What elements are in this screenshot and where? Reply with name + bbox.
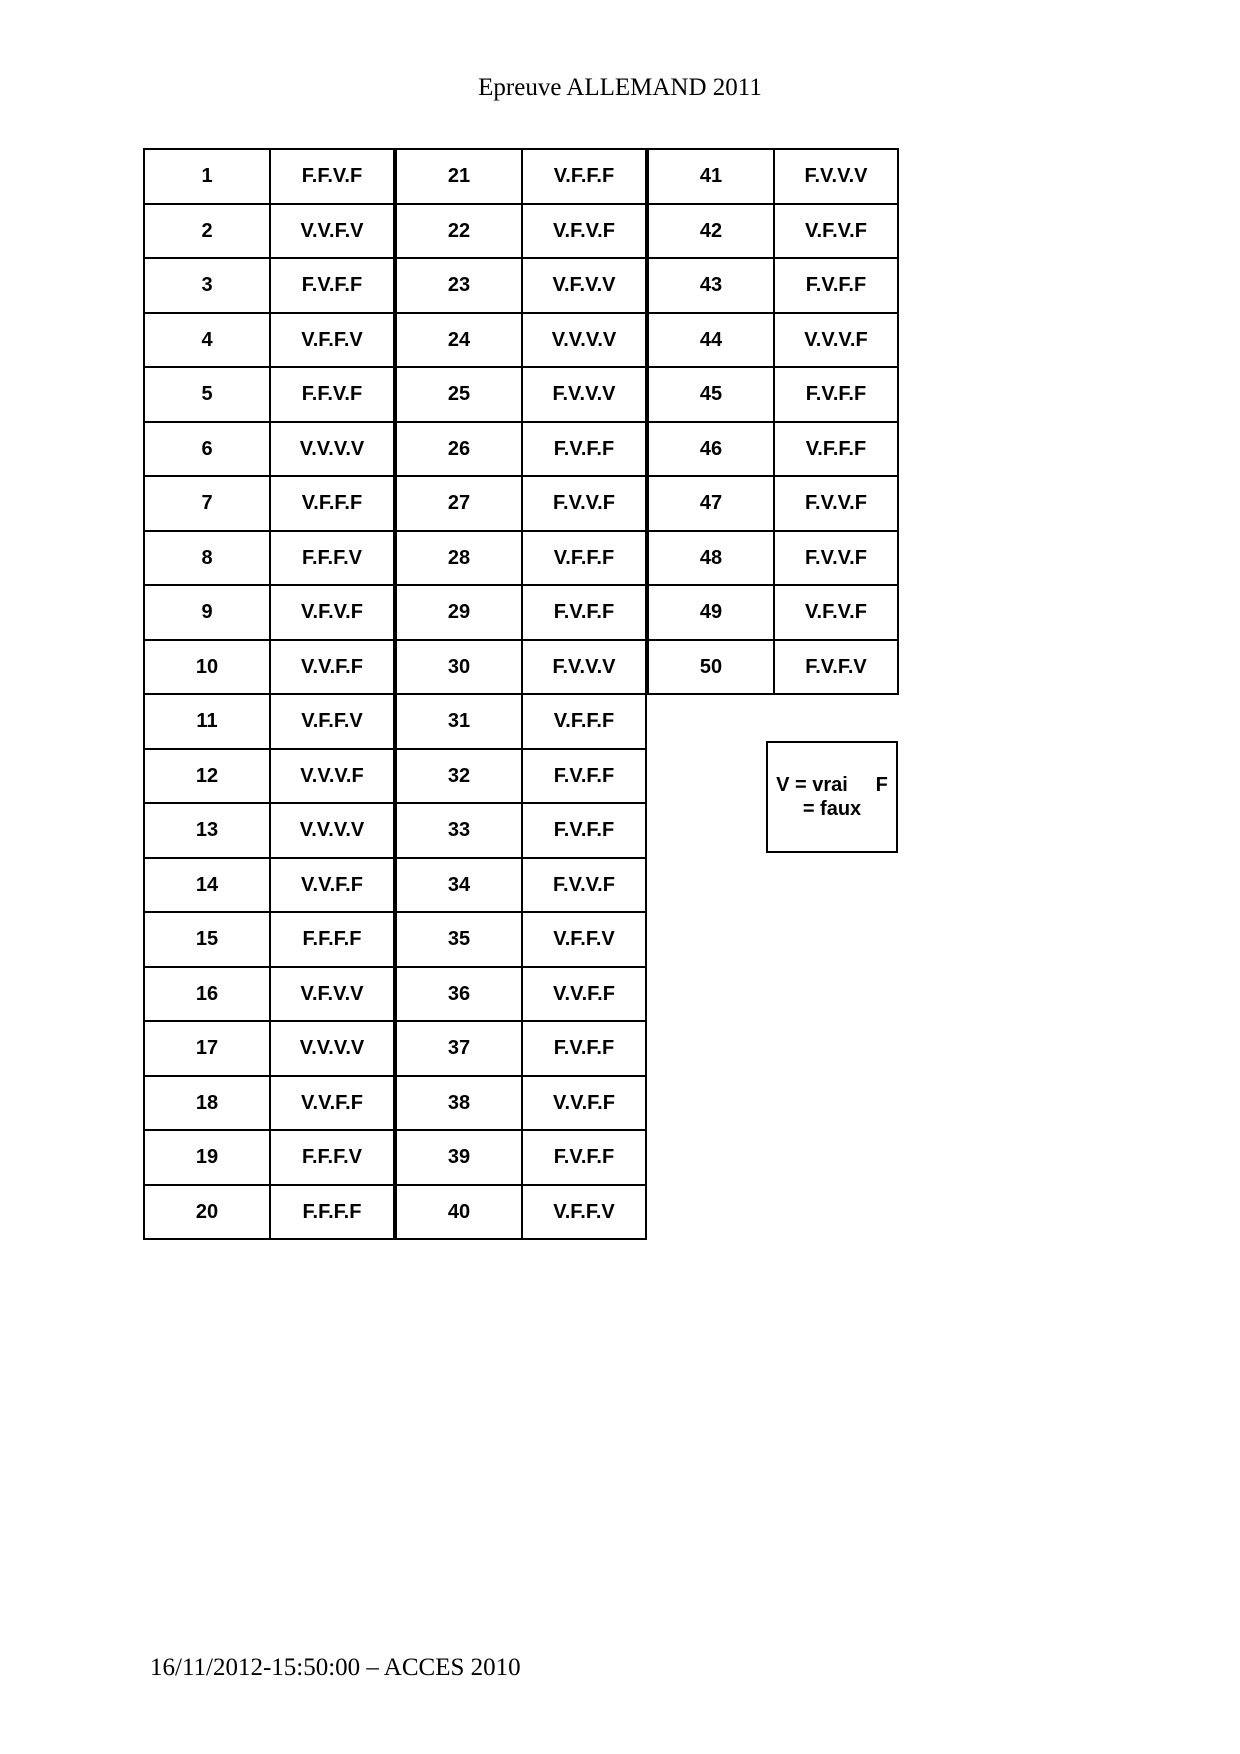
answer-cell: F.F.F.F <box>269 911 395 968</box>
answer-cell: V.F.V.F <box>773 203 899 259</box>
question-number: 30 <box>395 639 523 695</box>
answer-cell: V.V.V.F <box>773 312 899 368</box>
page-title: Epreuve ALLEMAND 2011 <box>478 74 762 101</box>
answer-cell: F.V.V.V <box>773 148 899 205</box>
question-number: 26 <box>395 421 523 477</box>
answer-cell: V.V.V.F <box>269 748 395 804</box>
legend-line-2: = faux <box>802 798 862 820</box>
question-number: 13 <box>143 802 271 859</box>
question-number: 23 <box>395 257 523 314</box>
answer-cell: V.V.F.F <box>269 1075 395 1131</box>
answer-cell: V.F.V.V <box>269 966 395 1022</box>
answer-cell: V.F.F.F <box>773 421 899 477</box>
answer-cell: F.V.F.F <box>521 421 647 477</box>
question-number: 44 <box>647 312 775 368</box>
answer-cell: F.F.F.V <box>269 530 395 586</box>
answer-cell: V.F.F.F <box>521 148 647 205</box>
answer-cell: F.F.F.F <box>269 1184 395 1240</box>
answer-cell: V.F.F.V <box>269 693 395 750</box>
question-number: 38 <box>395 1075 523 1131</box>
question-number: 37 <box>395 1020 523 1077</box>
question-number: 3 <box>143 257 271 314</box>
answer-cell: F.V.F.F <box>773 257 899 314</box>
answer-cell: V.V.F.F <box>269 639 395 695</box>
question-number: 46 <box>647 421 775 477</box>
answer-cell: V.F.F.F <box>521 693 647 750</box>
question-number: 34 <box>395 857 523 913</box>
question-number: 50 <box>647 639 775 695</box>
answer-cell: F.F.F.V <box>269 1129 395 1186</box>
question-number: 24 <box>395 312 523 368</box>
question-number: 10 <box>143 639 271 695</box>
question-number: 33 <box>395 802 523 859</box>
question-number: 31 <box>395 693 523 750</box>
question-number: 27 <box>395 475 523 532</box>
answer-cell: F.V.V.V <box>521 366 647 423</box>
answer-cell: F.V.F.F <box>269 257 395 314</box>
answer-cell: F.V.F.F <box>773 366 899 423</box>
answer-cell: F.V.F.F <box>521 802 647 859</box>
answer-cell: F.V.V.F <box>773 475 899 532</box>
question-number: 20 <box>143 1184 271 1240</box>
answer-cell: F.V.F.F <box>521 1020 647 1077</box>
question-number: 17 <box>143 1020 271 1077</box>
answer-cell: V.F.V.F <box>521 203 647 259</box>
question-number: 5 <box>143 366 271 423</box>
question-number: 28 <box>395 530 523 586</box>
question-number: 7 <box>143 475 271 532</box>
answer-cell: F.V.F.F <box>521 1129 647 1186</box>
question-number: 9 <box>143 584 271 641</box>
answer-cell: V.V.V.V <box>269 421 395 477</box>
question-number: 48 <box>647 530 775 586</box>
answer-cell: F.F.V.F <box>269 366 395 423</box>
question-number: 4 <box>143 312 271 368</box>
answer-cell: V.V.V.V <box>269 802 395 859</box>
question-number: 21 <box>395 148 523 205</box>
question-number: 22 <box>395 203 523 259</box>
question-number: 18 <box>143 1075 271 1131</box>
answer-cell: V.V.V.V <box>269 1020 395 1077</box>
answer-cell: F.V.V.V <box>521 639 647 695</box>
question-number: 15 <box>143 911 271 968</box>
question-number: 12 <box>143 748 271 804</box>
question-number: 8 <box>143 530 271 586</box>
answer-cell: F.F.V.F <box>269 148 395 205</box>
question-number: 39 <box>395 1129 523 1186</box>
question-number: 47 <box>647 475 775 532</box>
question-number: 49 <box>647 584 775 641</box>
answer-cell: V.F.V.F <box>773 584 899 641</box>
answer-cell: V.F.F.F <box>521 530 647 586</box>
answer-cell: V.F.F.F <box>269 475 395 532</box>
answer-cell: V.F.V.F <box>269 584 395 641</box>
answer-cell: V.V.F.V <box>269 203 395 259</box>
question-number: 29 <box>395 584 523 641</box>
question-number: 14 <box>143 857 271 913</box>
answer-cell: V.F.F.V <box>521 911 647 968</box>
question-number: 42 <box>647 203 775 259</box>
question-number: 40 <box>395 1184 523 1240</box>
question-number: 16 <box>143 966 271 1022</box>
answer-cell: F.V.V.F <box>521 475 647 532</box>
footer-timestamp: 16/11/2012-15:50:00 – ACCES 2010 <box>150 1654 521 1681</box>
question-number: 35 <box>395 911 523 968</box>
question-number: 25 <box>395 366 523 423</box>
question-number: 32 <box>395 748 523 804</box>
answer-cell: F.V.F.F <box>521 748 647 804</box>
answer-cell: F.V.F.F <box>521 584 647 641</box>
question-number: 36 <box>395 966 523 1022</box>
answer-cell: V.V.F.F <box>269 857 395 913</box>
question-number: 43 <box>647 257 775 314</box>
question-number: 11 <box>143 693 271 750</box>
answer-cell: V.V.F.F <box>521 1075 647 1131</box>
question-number: 6 <box>143 421 271 477</box>
answer-cell: V.V.V.V <box>521 312 647 368</box>
legend-line-1: V = vrai F <box>776 774 888 796</box>
answer-cell: F.V.V.F <box>773 530 899 586</box>
answer-cell: F.V.F.V <box>773 639 899 695</box>
question-number: 2 <box>143 203 271 259</box>
answer-cell: V.F.V.V <box>521 257 647 314</box>
question-number: 45 <box>647 366 775 423</box>
answer-cell: F.V.V.F <box>521 857 647 913</box>
question-number: 1 <box>143 148 271 205</box>
answer-cell: V.F.F.V <box>269 312 395 368</box>
answer-cell: V.V.F.F <box>521 966 647 1022</box>
legend-box <box>766 741 898 853</box>
question-number: 41 <box>647 148 775 205</box>
answer-cell: V.F.F.V <box>521 1184 647 1240</box>
question-number: 19 <box>143 1129 271 1186</box>
